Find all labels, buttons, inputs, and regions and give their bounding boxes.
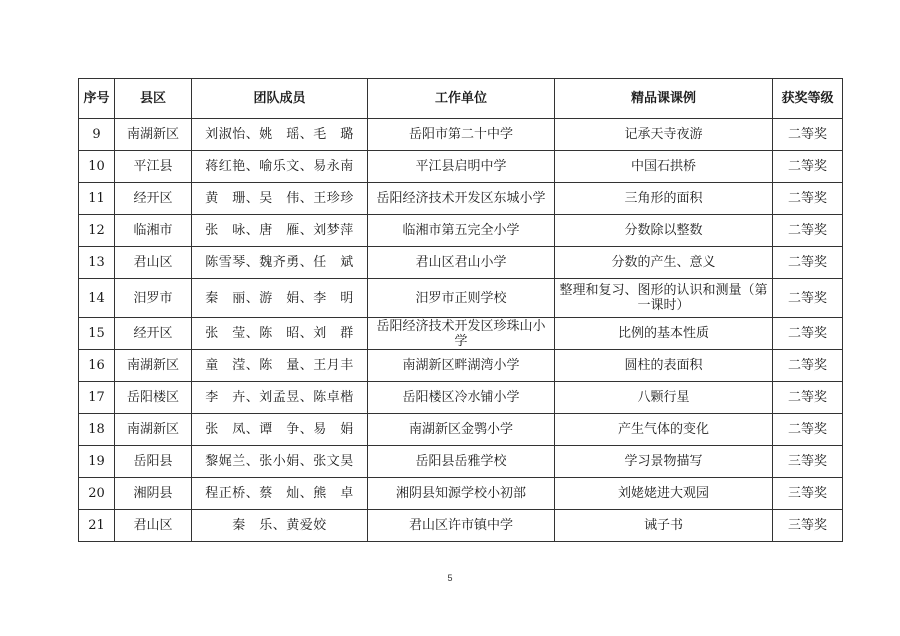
cell-county: 南湖新区 xyxy=(115,119,192,151)
cell-index: 9 xyxy=(79,119,115,151)
cell-index: 20 xyxy=(79,478,115,510)
header-course: 精品课课例 xyxy=(555,79,773,119)
cell-county: 临湘市 xyxy=(115,215,192,247)
cell-unit: 岳阳县岳雅学校 xyxy=(368,446,555,478)
cell-award: 二等奖 xyxy=(773,183,843,215)
header-county: 县区 xyxy=(115,79,192,119)
cell-unit: 岳阳楼区冷水铺小学 xyxy=(368,382,555,414)
table-row xyxy=(79,414,843,446)
cell-members: 张 凤、谭 争、易 娟 xyxy=(192,414,368,446)
cell-index: 21 xyxy=(79,510,115,542)
table-row xyxy=(79,247,843,279)
cell-course: 产生气体的变化 xyxy=(555,414,773,446)
header-award: 获奖等级 xyxy=(773,79,843,119)
cell-members: 黎娓兰、张小娟、张文昊 xyxy=(192,446,368,478)
cell-award: 二等奖 xyxy=(773,215,843,247)
cell-index: 16 xyxy=(79,350,115,382)
cell-unit: 平江县启明中学 xyxy=(368,151,555,183)
cell-county: 南湖新区 xyxy=(115,350,192,382)
cell-members: 秦 丽、游 娟、李 明 xyxy=(192,279,368,318)
cell-county: 南湖新区 xyxy=(115,414,192,446)
cell-index: 15 xyxy=(79,318,115,350)
cell-unit: 君山区许市镇中学 xyxy=(368,510,555,542)
cell-unit: 岳阳市第二十中学 xyxy=(368,119,555,151)
cell-award: 二等奖 xyxy=(773,119,843,151)
table-row xyxy=(79,446,843,478)
cell-index: 10 xyxy=(79,151,115,183)
table-row xyxy=(79,119,843,151)
table-row xyxy=(79,382,843,414)
cell-course: 圆柱的表面积 xyxy=(555,350,773,382)
cell-unit: 岳阳经济技术开发区珍珠山小学 xyxy=(368,318,555,350)
table-row xyxy=(79,478,843,510)
cell-award: 二等奖 xyxy=(773,350,843,382)
cell-members: 张 莹、陈 昭、刘 群 xyxy=(192,318,368,350)
cell-course: 中国石拱桥 xyxy=(555,151,773,183)
cell-members: 张 咏、唐 雁、刘梦萍 xyxy=(192,215,368,247)
table-row xyxy=(79,350,843,382)
cell-award: 二等奖 xyxy=(773,279,843,318)
cell-award: 三等奖 xyxy=(773,478,843,510)
cell-course: 记承天寺夜游 xyxy=(555,119,773,151)
cell-county: 君山区 xyxy=(115,510,192,542)
table-row xyxy=(79,279,843,318)
cell-county: 岳阳县 xyxy=(115,446,192,478)
cell-members: 童 滢、陈 量、王月丰 xyxy=(192,350,368,382)
page-number: 5 xyxy=(447,573,453,583)
cell-county: 平江县 xyxy=(115,151,192,183)
cell-index: 18 xyxy=(79,414,115,446)
cell-index: 13 xyxy=(79,247,115,279)
cell-county: 湘阴县 xyxy=(115,478,192,510)
table-row xyxy=(79,151,843,183)
cell-unit: 临湘市第五完全小学 xyxy=(368,215,555,247)
cell-unit: 君山区君山小学 xyxy=(368,247,555,279)
cell-members: 蒋红艳、喻乐文、易永南 xyxy=(192,151,368,183)
cell-index: 11 xyxy=(79,183,115,215)
header-members: 团队成员 xyxy=(192,79,368,119)
cell-award: 二等奖 xyxy=(773,151,843,183)
cell-members: 程正桥、蔡 灿、熊 卓 xyxy=(192,478,368,510)
cell-county: 经开区 xyxy=(115,318,192,350)
cell-unit: 岳阳经济技术开发区东城小学 xyxy=(368,183,555,215)
cell-course: 三角形的面积 xyxy=(555,183,773,215)
table-row xyxy=(79,510,843,542)
header-index: 序号 xyxy=(79,79,115,119)
cell-course: 学习景物描写 xyxy=(555,446,773,478)
cell-members: 陈雪琴、魏齐勇、任 斌 xyxy=(192,247,368,279)
cell-members: 刘淑怡、姚 瑶、毛 璐 xyxy=(192,119,368,151)
cell-unit: 汨罗市正则学校 xyxy=(368,279,555,318)
cell-members: 李 卉、刘孟昱、陈卓楷 xyxy=(192,382,368,414)
cell-course: 整理和复习、图形的认识和测量（第一课时） xyxy=(555,279,773,318)
table-row xyxy=(79,183,843,215)
header-unit: 工作单位 xyxy=(368,79,555,119)
cell-course: 刘姥姥进大观园 xyxy=(555,478,773,510)
cell-index: 19 xyxy=(79,446,115,478)
cell-members: 秦 乐、黄爱姣 xyxy=(192,510,368,542)
cell-award: 二等奖 xyxy=(773,247,843,279)
cell-award: 二等奖 xyxy=(773,382,843,414)
cell-county: 经开区 xyxy=(115,183,192,215)
cell-course: 八颗行星 xyxy=(555,382,773,414)
cell-award: 二等奖 xyxy=(773,318,843,350)
cell-unit: 南湖新区金鹗小学 xyxy=(368,414,555,446)
cell-unit: 南湖新区畔湖湾小学 xyxy=(368,350,555,382)
cell-members: 黄 珊、吴 伟、王珍珍 xyxy=(192,183,368,215)
cell-award: 二等奖 xyxy=(773,414,843,446)
cell-course: 比例的基本性质 xyxy=(555,318,773,350)
cell-index: 12 xyxy=(79,215,115,247)
cell-index: 17 xyxy=(79,382,115,414)
cell-award: 三等奖 xyxy=(773,446,843,478)
table-row xyxy=(79,215,843,247)
cell-award: 三等奖 xyxy=(773,510,843,542)
cell-county: 岳阳楼区 xyxy=(115,382,192,414)
cell-county: 汨罗市 xyxy=(115,279,192,318)
cell-unit: 湘阴县知源学校小初部 xyxy=(368,478,555,510)
cell-course: 分数的产生、意义 xyxy=(555,247,773,279)
cell-county: 君山区 xyxy=(115,247,192,279)
cell-index: 14 xyxy=(79,279,115,318)
cell-course: 诫子书 xyxy=(555,510,773,542)
cell-course: 分数除以整数 xyxy=(555,215,773,247)
table-row xyxy=(79,318,843,350)
table-header-row xyxy=(79,79,843,119)
awards-table xyxy=(78,78,843,542)
